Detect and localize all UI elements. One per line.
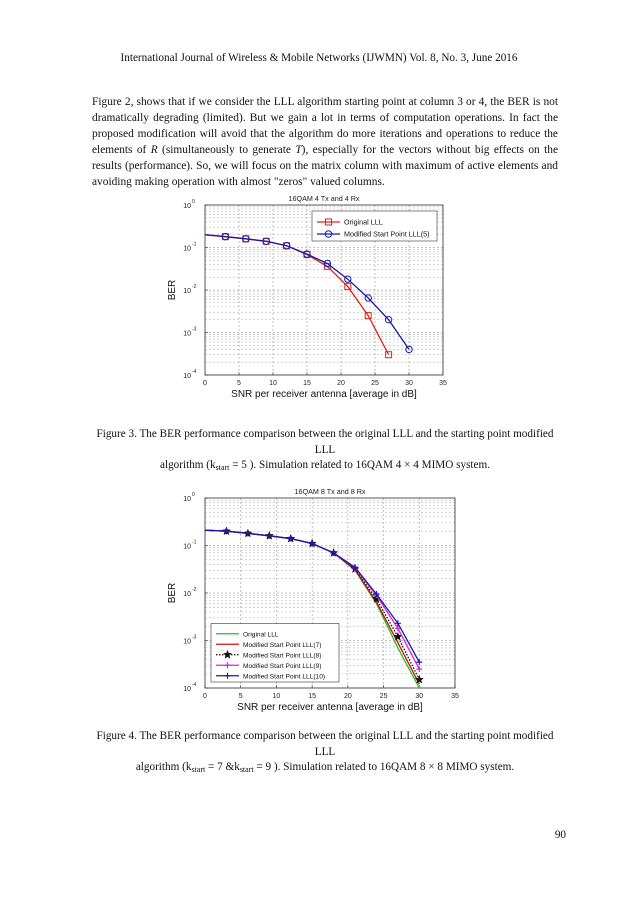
fig3-y-tick-exp: 0	[192, 199, 195, 205]
fig3-x-tick-label: 10	[269, 380, 277, 387]
fig4-ylabel: BER	[167, 582, 178, 604]
para-text-2: (simultaneously to generate	[157, 144, 296, 156]
fig4-x-tick-label: 10	[272, 693, 281, 700]
fig4-legend-label: Original LLL	[243, 631, 279, 639]
fig3-legend-label: Modified Start Point LLL(5)	[344, 229, 430, 239]
fig3-x-tick-label: 5	[237, 380, 241, 387]
fig4-legend-label: Modified Start Point LLL(9)	[243, 662, 322, 670]
fig4-y-tick-label: 10	[183, 496, 191, 503]
journal-header: International Journal of Wireless & Mobile Networks (IJWMN) Vol. 8, No. 3, June 2016	[120, 52, 518, 64]
fig4-y-tick-label: 10	[183, 638, 191, 646]
fig4-x-tick-label: 0	[203, 693, 207, 700]
fig4-title: 16QAM 8 Tx and 8 Rx	[294, 487, 366, 496]
var-r: R	[150, 144, 158, 156]
fig4-legend-label: Modified Start Point LLL(7)	[243, 641, 322, 649]
fig3-y-tick-exp: -4	[192, 369, 197, 375]
fig3-legend	[312, 211, 437, 241]
fig4-x-tick-label: 25	[379, 693, 388, 700]
figure-4-caption-line1: Figure 4. The BER performance comparison between the original LLL and the starting point modified LLL	[96, 730, 554, 758]
fig3-y-tick-exp: -3	[192, 326, 197, 333]
fig3-x-tick-label: 0	[203, 380, 207, 387]
figure-3-caption-line1: Figure 3. The BER performance comparison between the original LLL and the starting point modified LLL	[96, 428, 554, 456]
body-paragraph	[92, 94, 558, 190]
fig3-title: 16QAM 4 Tx and 4 Rx	[288, 194, 360, 203]
fig3-x-tick-label: 25	[371, 380, 379, 387]
fig3-y-tick-exp: -2	[192, 284, 197, 290]
fig4-y-tick-exp: -1	[192, 539, 197, 546]
fig3-svg	[150, 183, 450, 413]
fig4-x-tick-label: 20	[343, 693, 352, 700]
fig4-y-tick-exp: 0	[192, 492, 195, 498]
var-t: T	[295, 144, 302, 156]
fig3-x-tick-label: 20	[337, 380, 345, 387]
figure-4-chart	[150, 478, 459, 713]
fig3-y-tick-label: 10	[183, 203, 191, 210]
figure-3-caption	[92, 427, 558, 476]
fig4-legend-label: Modified Start Point LLL(10)	[243, 673, 326, 681]
fig4-y-tick-exp: -4	[192, 682, 197, 688]
page-number: 90	[554, 829, 566, 841]
fig3-y-tick-label: 10	[183, 373, 191, 380]
fig4-x-tick-label: 5	[238, 693, 243, 700]
fig4-y-tick-exp: -2	[192, 587, 197, 593]
fig4-y-tick-label: 10	[183, 543, 191, 551]
fig4-legend	[211, 624, 339, 683]
fig4-x-tick-label: 30	[415, 693, 424, 700]
fig3-y-tick-exp: -1	[192, 241, 197, 248]
fig3-x-tick-label: 15	[303, 380, 311, 387]
fig4-legend-label: Modified Start Point LLL(8)	[243, 652, 322, 660]
fig3-y-tick-label: 10	[183, 245, 191, 253]
fig4-y-tick-label: 10	[183, 591, 191, 598]
fig3-ylabel: BER	[167, 279, 178, 301]
fig3-x-tick-label: 30	[405, 380, 413, 387]
para-text-3: ), especially for the vectors without big effects on the results (performance). So, we will focus on the matrix column with maximum of active elements and avoiding making operation with almost "zeros" valued columns.	[92, 144, 559, 188]
fig4-x-tick-label: 15	[308, 693, 317, 700]
figure-3-chart	[150, 183, 450, 413]
fig4-x-tick-label: 35	[451, 693, 459, 700]
fig4-svg	[150, 478, 459, 713]
para-text-1: Figure 2, shows that if we consider the LLL algorithm starting point at column 3 or 4, the BER is not dramatically degrading (limited). But we gain a lot in terms of computation operations. In fact the proposed modification will avoid that the algorithm do more iterations and operations to reduce the elements of	[92, 96, 558, 156]
fig4-xlabel: SNR per receiver antenna [average in dB]	[237, 702, 423, 713]
figure-4-caption	[92, 729, 558, 778]
fig3-xlabel: SNR per receiver antenna [average in dB]	[231, 389, 417, 400]
fig3-y-tick-label: 10	[183, 288, 191, 295]
fig4-y-tick-label: 10	[183, 686, 191, 693]
figure-3-caption-line2: algorithm ($k_{start} = 5$ ). Simulation related to 16QAM 4 × 4 MIMO system.	[160, 459, 490, 472]
fig3-x-tick-label: 35	[439, 380, 447, 387]
fig3-legend-label: Original LLL	[344, 217, 383, 227]
fig3-y-tick-label: 10	[183, 330, 191, 338]
fig4-y-tick-exp: -3	[192, 634, 197, 641]
figure-4-caption-line2: algorithm ($k_{start} = 7$ $\&k_{start} = 9$ ). Simulation related to 16QAM 8 × 8 MIMO system.	[135, 761, 515, 774]
